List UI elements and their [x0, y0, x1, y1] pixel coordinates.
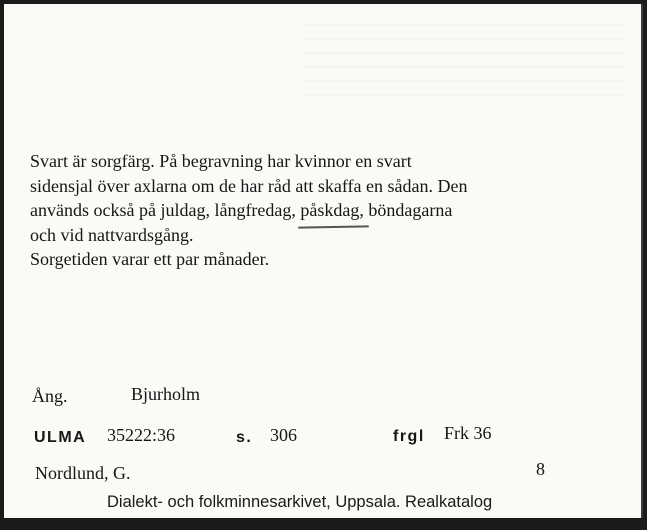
archive-footer: Dialekt- och folkminnesarkivet, Uppsala. Realkatalog [107, 493, 493, 511]
body-line-3-end: böndagarna [363, 200, 453, 220]
page-label: s. [236, 429, 253, 446]
body-line-5: Sorgetiden varar ett par månader. [30, 249, 270, 269]
page-number: 306 [270, 425, 297, 445]
underlined-word-paskdag: påskdag, [300, 198, 363, 223]
scan-border-bottom [0, 518, 647, 530]
card-number: 8 [536, 459, 545, 479]
frgl-label: frgl [393, 428, 425, 445]
body-line-1: Svart är sorgfärg. På begravning har kvinnor en svart [30, 151, 412, 171]
index-card [4, 4, 643, 518]
informant-name: Nordlund, G. [35, 463, 131, 483]
bleed-through-texture [304, 24, 624, 104]
body-line-3 [30, 198, 630, 223]
frgl-value: Frk 36 [444, 423, 492, 443]
body-line-3-start: används också på juldag, långfredag, [30, 200, 301, 220]
body-line-2: sidensjal över axlarna om de har råd att skaffa en sådan. Den [30, 175, 468, 196]
place-name: Bjurholm [131, 384, 201, 404]
card-body-text [30, 149, 630, 272]
body-line-4: och vid nattvardsgång. [30, 224, 194, 245]
ulma-number: 35222:36 [107, 425, 176, 445]
ang-label: Ång. [32, 386, 68, 406]
ulma-label: ULMA [34, 429, 87, 446]
